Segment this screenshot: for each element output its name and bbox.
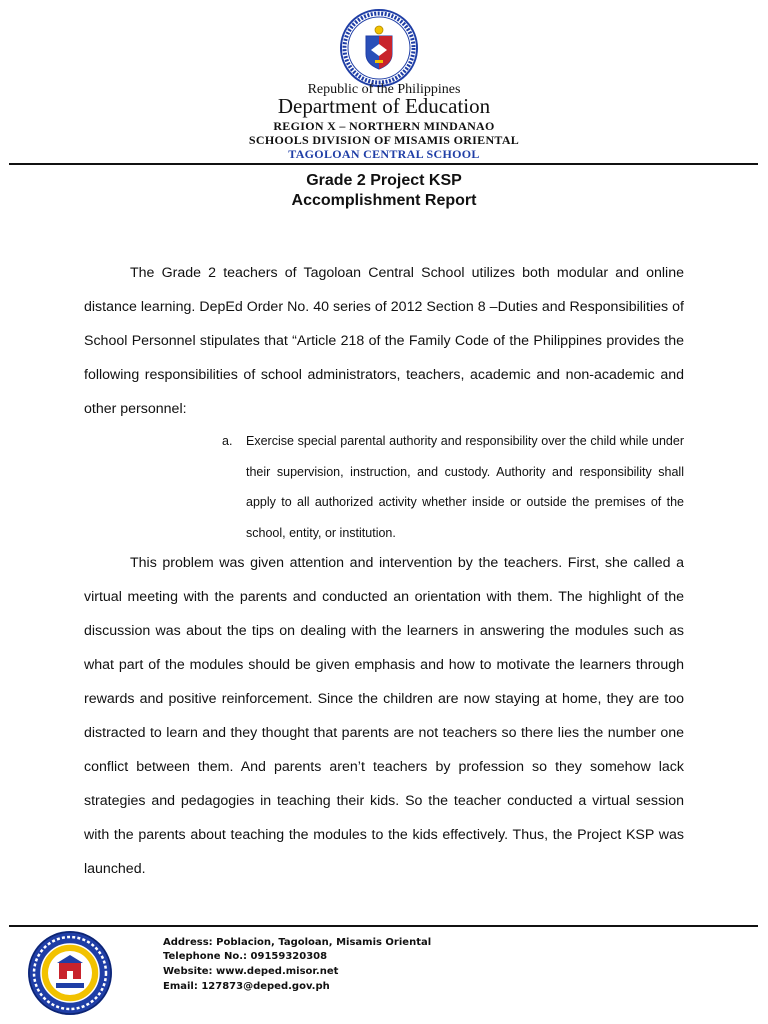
region-line: REGION X – NORTHERN MINDANAO [273,119,495,133]
footer-website: Website: www.deped.misor.net [163,966,339,977]
list-marker: a. [222,434,233,448]
footer-divider [9,925,758,927]
list-item: Exercise special parental authority and responsibility over the child while under their supervision, instruction, and custody. Authority and responsibility shall apply to all authorized activity whether inside or outside the premises of the school, entity, or institution. [246,434,684,540]
paragraph-1: The Grade 2 teachers of Tagoloan Central School utilizes both modular and online distance learning. DepEd Order No. 40 series of 2012 Section 8 –Duties and Responsibilities of School Personnel stipulates that “Article 218 of the Family Code of the Philippines provides the following responsibilities of school administrators, teachers, academic and non-academic and other personnel: [84,265,684,417]
school-name: TAGOLOAN CENTRAL SCHOOL [288,147,480,161]
division-line: SCHOOLS DIVISION OF MISAMIS ORIENTAL [248,133,520,147]
republic-line: Republic of the Philippines [307,82,461,97]
report-title-line2: Accomplishment Report [291,192,477,209]
school-seal-icon [26,929,114,1017]
footer-telephone: Telephone No.: 09159320308 [163,951,328,962]
paragraph-2: This problem was given attention and intervention by the teachers. First, she called a virtual meeting with the parents and conducted an orientation with them. The highlight of the discussion was about the tips on dealing with the learners in answering the modules such as what part of the modules should be given emphasis and how to motivate the learners through rewards and positive reinforcement. Since the children are now staying at home, they are too distracted to learn and they thought that parents are not teachers so there lies the number one conflict between them. And parents aren’t teachers by profession so they somehow lack strategies and pedagogies in teaching their kids. So the teacher conducted a virtual session with the parents about teaching the modules to the kids effectively. Thus, the Project KSP was launched. [84,555,684,877]
footer-address: Address: Poblacion, Tagoloan, Misamis Oriental [163,937,432,948]
deped-seal-icon [339,8,419,88]
header-divider [9,163,758,165]
footer-email: Email: 127873@deped.gov.ph [163,981,330,992]
department-name: Department of Education [277,94,491,118]
report-title-line1: Grade 2 Project KSP [306,172,462,189]
